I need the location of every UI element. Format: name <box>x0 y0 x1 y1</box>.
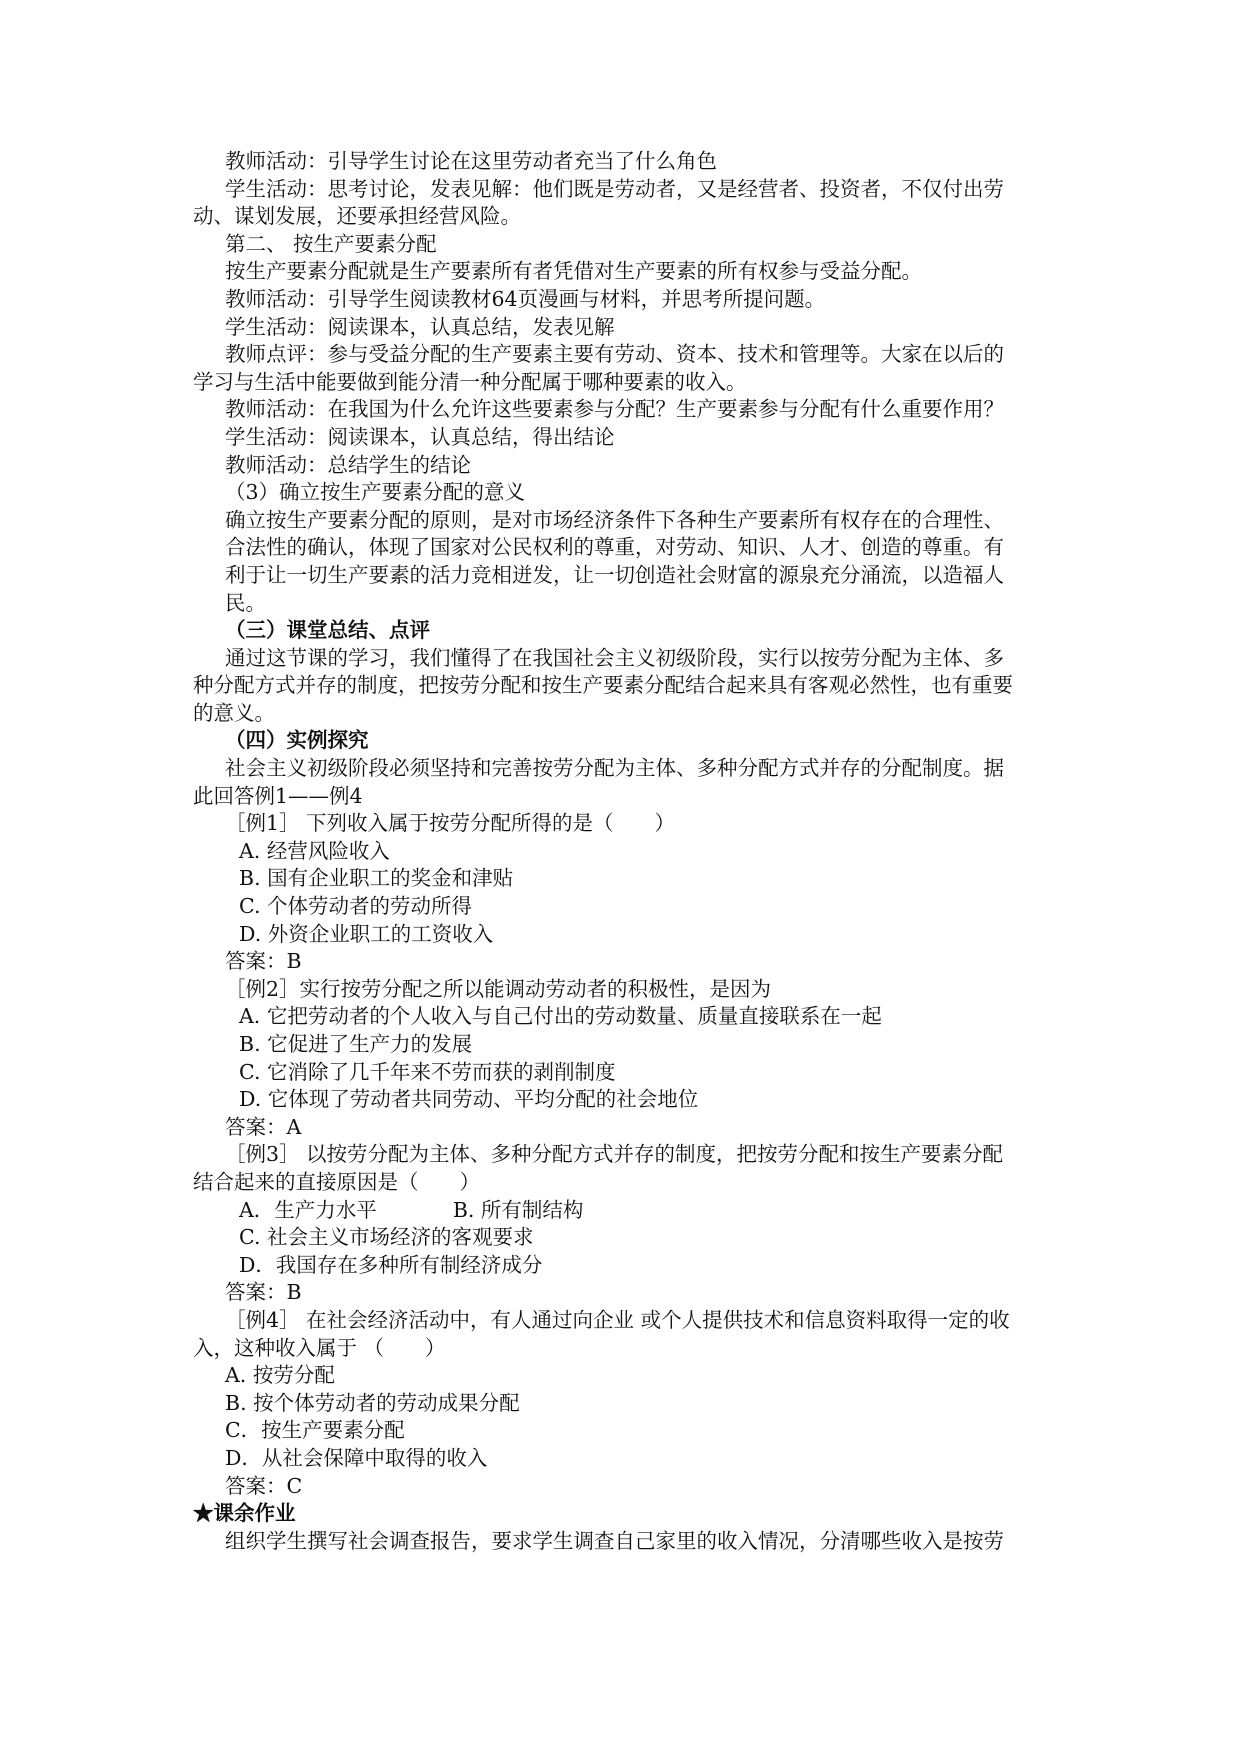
option-line: B. 按个体劳动者的劳动成果分配 <box>225 1390 520 1415</box>
text-line: 学生活动：阅读课本，认真总结，发表见解 <box>225 314 615 339</box>
section-heading: （3）确立按生产要素分配的意义 <box>225 480 526 505</box>
option-line <box>193 1197 1073 1225</box>
text-line: 利于让一切生产要素的活力竞相迸发，让一切创造社会财富的源泉充分涌流，以造福人 <box>225 562 1004 587</box>
text-line: 学习与生活中能要做到能分清一种分配属于哪种要素的收入。 <box>193 369 747 394</box>
option-line: C. 个体劳动者的劳动所得 <box>239 894 472 919</box>
section-heading: （三）课堂总结、点评 <box>225 618 430 643</box>
option-b: B. 所有制结构 <box>452 1197 584 1222</box>
text-line: 种分配方式并存的制度，把按劳分配和按生产要素分配结合起来具有客观必然性，也有重要 <box>193 673 1013 698</box>
text-line: 教师活动：总结学生的结论 <box>225 452 471 477</box>
question-stem: ［例3］ 以按劳分配为主体、多种分配方式并存的制度，把按劳分配和按生产要素分配 <box>225 1142 1004 1167</box>
option-line: C. 社会主义市场经济的客观要求 <box>239 1225 534 1250</box>
option-a: A．生产力水平 <box>239 1197 377 1222</box>
option-line: B. 国有企业职工的奖金和津贴 <box>239 866 514 891</box>
answer-line: 答案：C <box>225 1473 303 1498</box>
text-line: 结合起来的直接原因是（ ） <box>193 1169 480 1194</box>
answer-line: 答案：A <box>225 1114 302 1139</box>
text-line: 入，这种收入属于 （ ） <box>193 1335 446 1360</box>
text-line: 按生产要素分配就是生产要素所有者凭借对生产要素的所有权参与受益分配。 <box>225 259 922 284</box>
question-stem: ［例1］ 下列收入属于按劳分配所得的是（ ） <box>225 811 676 836</box>
text-line: 教师活动：在我国为什么允许这些要素参与分配？生产要素参与分配有什么重要作用？ <box>225 397 1004 422</box>
text-line: 学生活动：阅读课本，认真总结，得出结论 <box>225 424 615 449</box>
text-line: 教师活动：引导学生讨论在这里劳动者充当了什么角色 <box>225 149 717 173</box>
document-body <box>193 148 1073 1555</box>
option-line: D．我国存在多种所有制经济成分 <box>239 1252 543 1277</box>
section-heading: （四）实例探究 <box>225 728 369 753</box>
text-line: 合法性的确认，体现了国家对公民权利的尊重，对劳动、知识、人才、创造的尊重。有 <box>225 535 1004 560</box>
option-line: A. 经营风险收入 <box>239 838 390 863</box>
text-line: 此回答例1——例4 <box>193 783 363 808</box>
option-line: C．按生产要素分配 <box>225 1418 405 1443</box>
section-heading: ★课余作业 <box>193 1501 296 1526</box>
text-line: 组织学生撰写社会调查报告，要求学生调查自己家里的收入情况，分清哪些收入是按劳 <box>225 1528 1004 1553</box>
text-line: 学生活动：思考讨论，发表见解：他们既是劳动者，又是经营者、投资者，不仅付出劳 <box>225 176 1004 201</box>
text-line: 的意义。 <box>193 700 275 725</box>
text-line: 通过这节课的学习，我们懂得了在我国社会主义初级阶段，实行以按劳分配为主体、多 <box>225 645 1004 670</box>
answer-line: 答案：B <box>225 1280 302 1305</box>
section-heading: 第二、 按生产要素分配 <box>225 231 437 256</box>
option-line: A. 按劳分配 <box>225 1363 335 1388</box>
option-line: D. 外资企业职工的工资收入 <box>239 921 494 946</box>
text-line: 民。 <box>225 590 266 615</box>
option-line: B. 它促进了生产力的发展 <box>239 1032 473 1056</box>
text-line: 教师点评：参与受益分配的生产要素主要有劳动、资本、技术和管理等。大家在以后的 <box>225 342 1004 367</box>
text-line: 社会主义初级阶段必须坚持和完善按劳分配为主体、多种分配方式并存的分配制度。据 <box>225 756 1004 781</box>
text-line: 教师活动：引导学生阅读教材64页漫画与材料，并思考所提问题。 <box>225 286 826 311</box>
question-stem: ［例4］ 在社会经济活动中，有人通过向企业 或个人提供技术和信息资料取得一定的收 <box>225 1307 1010 1332</box>
option-line: A. 它把劳动者的个人收入与自己付出的劳动数量、质量直接联系在一起 <box>239 1004 882 1029</box>
text-line: 动、谋划发展，还要承担经营风险。 <box>193 204 521 229</box>
text-line: 确立按生产要素分配的原则，是对市场经济条件下各种生产要素所有权存在的合理性、 <box>225 507 1004 532</box>
option-line: D. 它体现了劳动者共同劳动、平均分配的社会地位 <box>239 1087 699 1112</box>
option-line: C. 它消除了几千年来不劳而获的剥削制度 <box>239 1059 616 1084</box>
question-stem: ［例2］实行按劳分配之所以能调动劳动者的积极性，是因为 <box>225 976 772 1001</box>
option-line: D．从社会保障中取得的收入 <box>225 1445 488 1470</box>
answer-line: 答案：B <box>225 949 302 974</box>
